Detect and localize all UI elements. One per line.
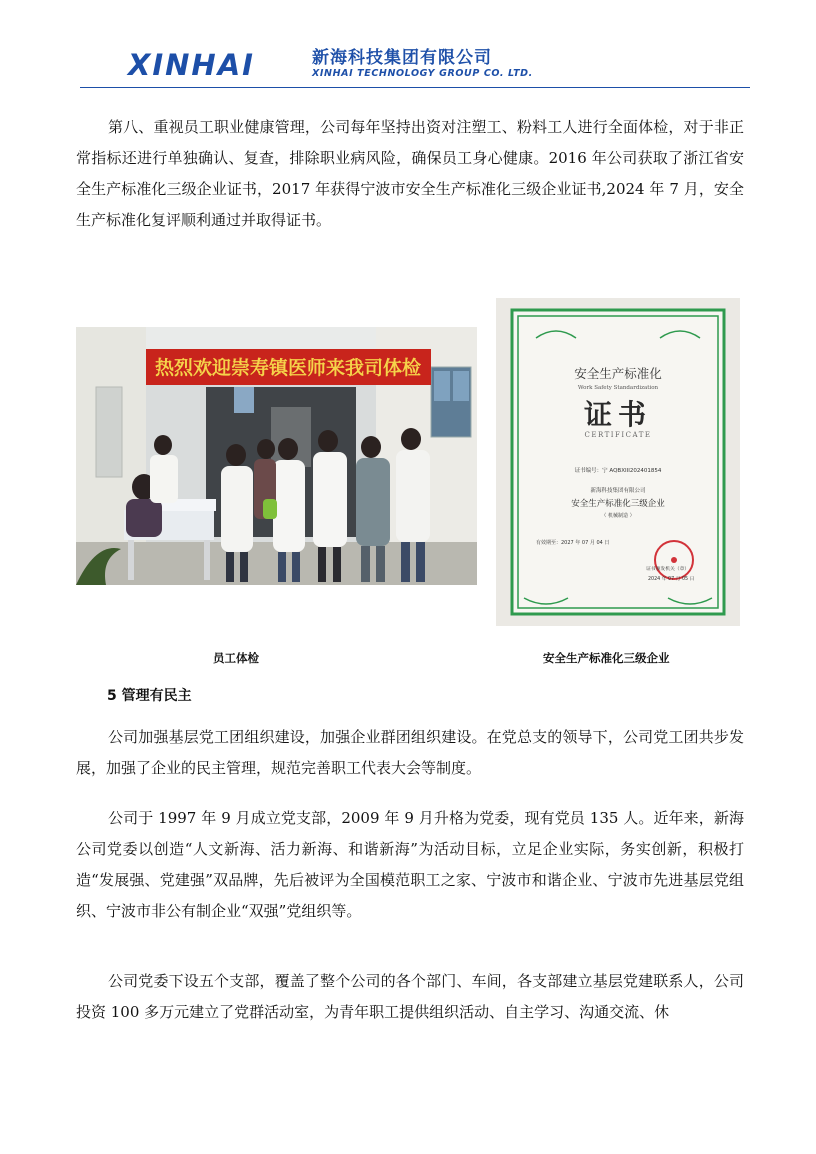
employee-health-check-photo [76, 327, 477, 585]
logo-subtitle: XINHAI TECHNOLOGY GROUP CO. LTD. [312, 68, 533, 79]
cert-title-cn: 安全生产标准化 [574, 366, 662, 381]
cert-company: 新海科技集团有限公司 [590, 488, 646, 494]
paragraph-party-branches: 公司党委下设五个支部，覆盖了整个公司的各个部门、车间，各支部建立基层党建联系人，公司投资 100 多万元建立了党群活动室，为青年职工提供组织活动、自主学习、沟通交流、休 [76, 972, 744, 1021]
cert-category: （ 机械制造 ） [601, 513, 635, 519]
header-divider [80, 87, 750, 88]
caption-health-check: 员工体检 [213, 651, 259, 665]
seal-star-icon [671, 557, 677, 563]
banner-text: 热烈欢迎崇寿镇医师来我司体检 [154, 357, 422, 379]
cert-issuer: 证书颁发机关（章） [646, 567, 690, 572]
cert-title-en: Work Safety Standardization [577, 385, 659, 391]
cert-level: 安全生产标准化三级企业 [571, 499, 665, 509]
section-heading-democratic-management: 5 管理有民主 [107, 688, 192, 704]
caption-certificate: 安全生产标准化三级企业 [543, 651, 670, 665]
paragraph-health-management: 第八、重视员工职业健康管理，公司每年坚持出资对注塑工、粉料工人进行全面体检，对于非正常指标还进行单独确认、复查，排除职业病风险，确保员工身心健康。2016 年公司获取了浙江省安全生产标准化三级企业证书，2017 年获得宁波市安全生产标准化三级企业证书,2024 年 7 月，安全生产标准化复评顺利通过并取得证书。 [76, 118, 744, 229]
certificate-illustration [496, 298, 740, 626]
page-header [80, 48, 750, 88]
paragraph-party-history: 公司于 1997 年 9 月成立党支部，2009 年 9 月升格为党委，现有党员 135 人。近年来，新海公司党委以创造“人文新海、活力新海、和谐新海”为活动目标，立足企业实际，务实创新，积极打造“发展强、党建强”双品牌，先后被评为全国模范职工之家、宁波市和谐企业、宁波市先进基层党组织、宁波市非公有制企业“双强”党组织等。 [76, 809, 744, 920]
health-check-illustration [76, 327, 477, 585]
cert-big-title: 证书 [583, 398, 653, 431]
logo-chinese: 新海科技集团有限公司 [312, 48, 492, 68]
cert-number: 证书编号：宁 AQBXIII202401854 [574, 468, 662, 474]
cert-valid-date: 有效期至：2027 年 07 月 04 日 [536, 540, 610, 546]
cert-issue-date: 2024 年 07 月 05 日 [648, 577, 695, 582]
safety-certificate-image [496, 298, 740, 626]
paragraph-party-organization: 公司加强基层党工团组织建设，加强企业群团组织建设。在党总支的领导下，公司党工团共步发展，加强了企业的民主管理，规范完善职工代表大会等制度。 [76, 728, 744, 777]
cert-certificate-en: CERTIFICATE [584, 431, 652, 439]
logo-english: XINHAI [128, 48, 255, 82]
